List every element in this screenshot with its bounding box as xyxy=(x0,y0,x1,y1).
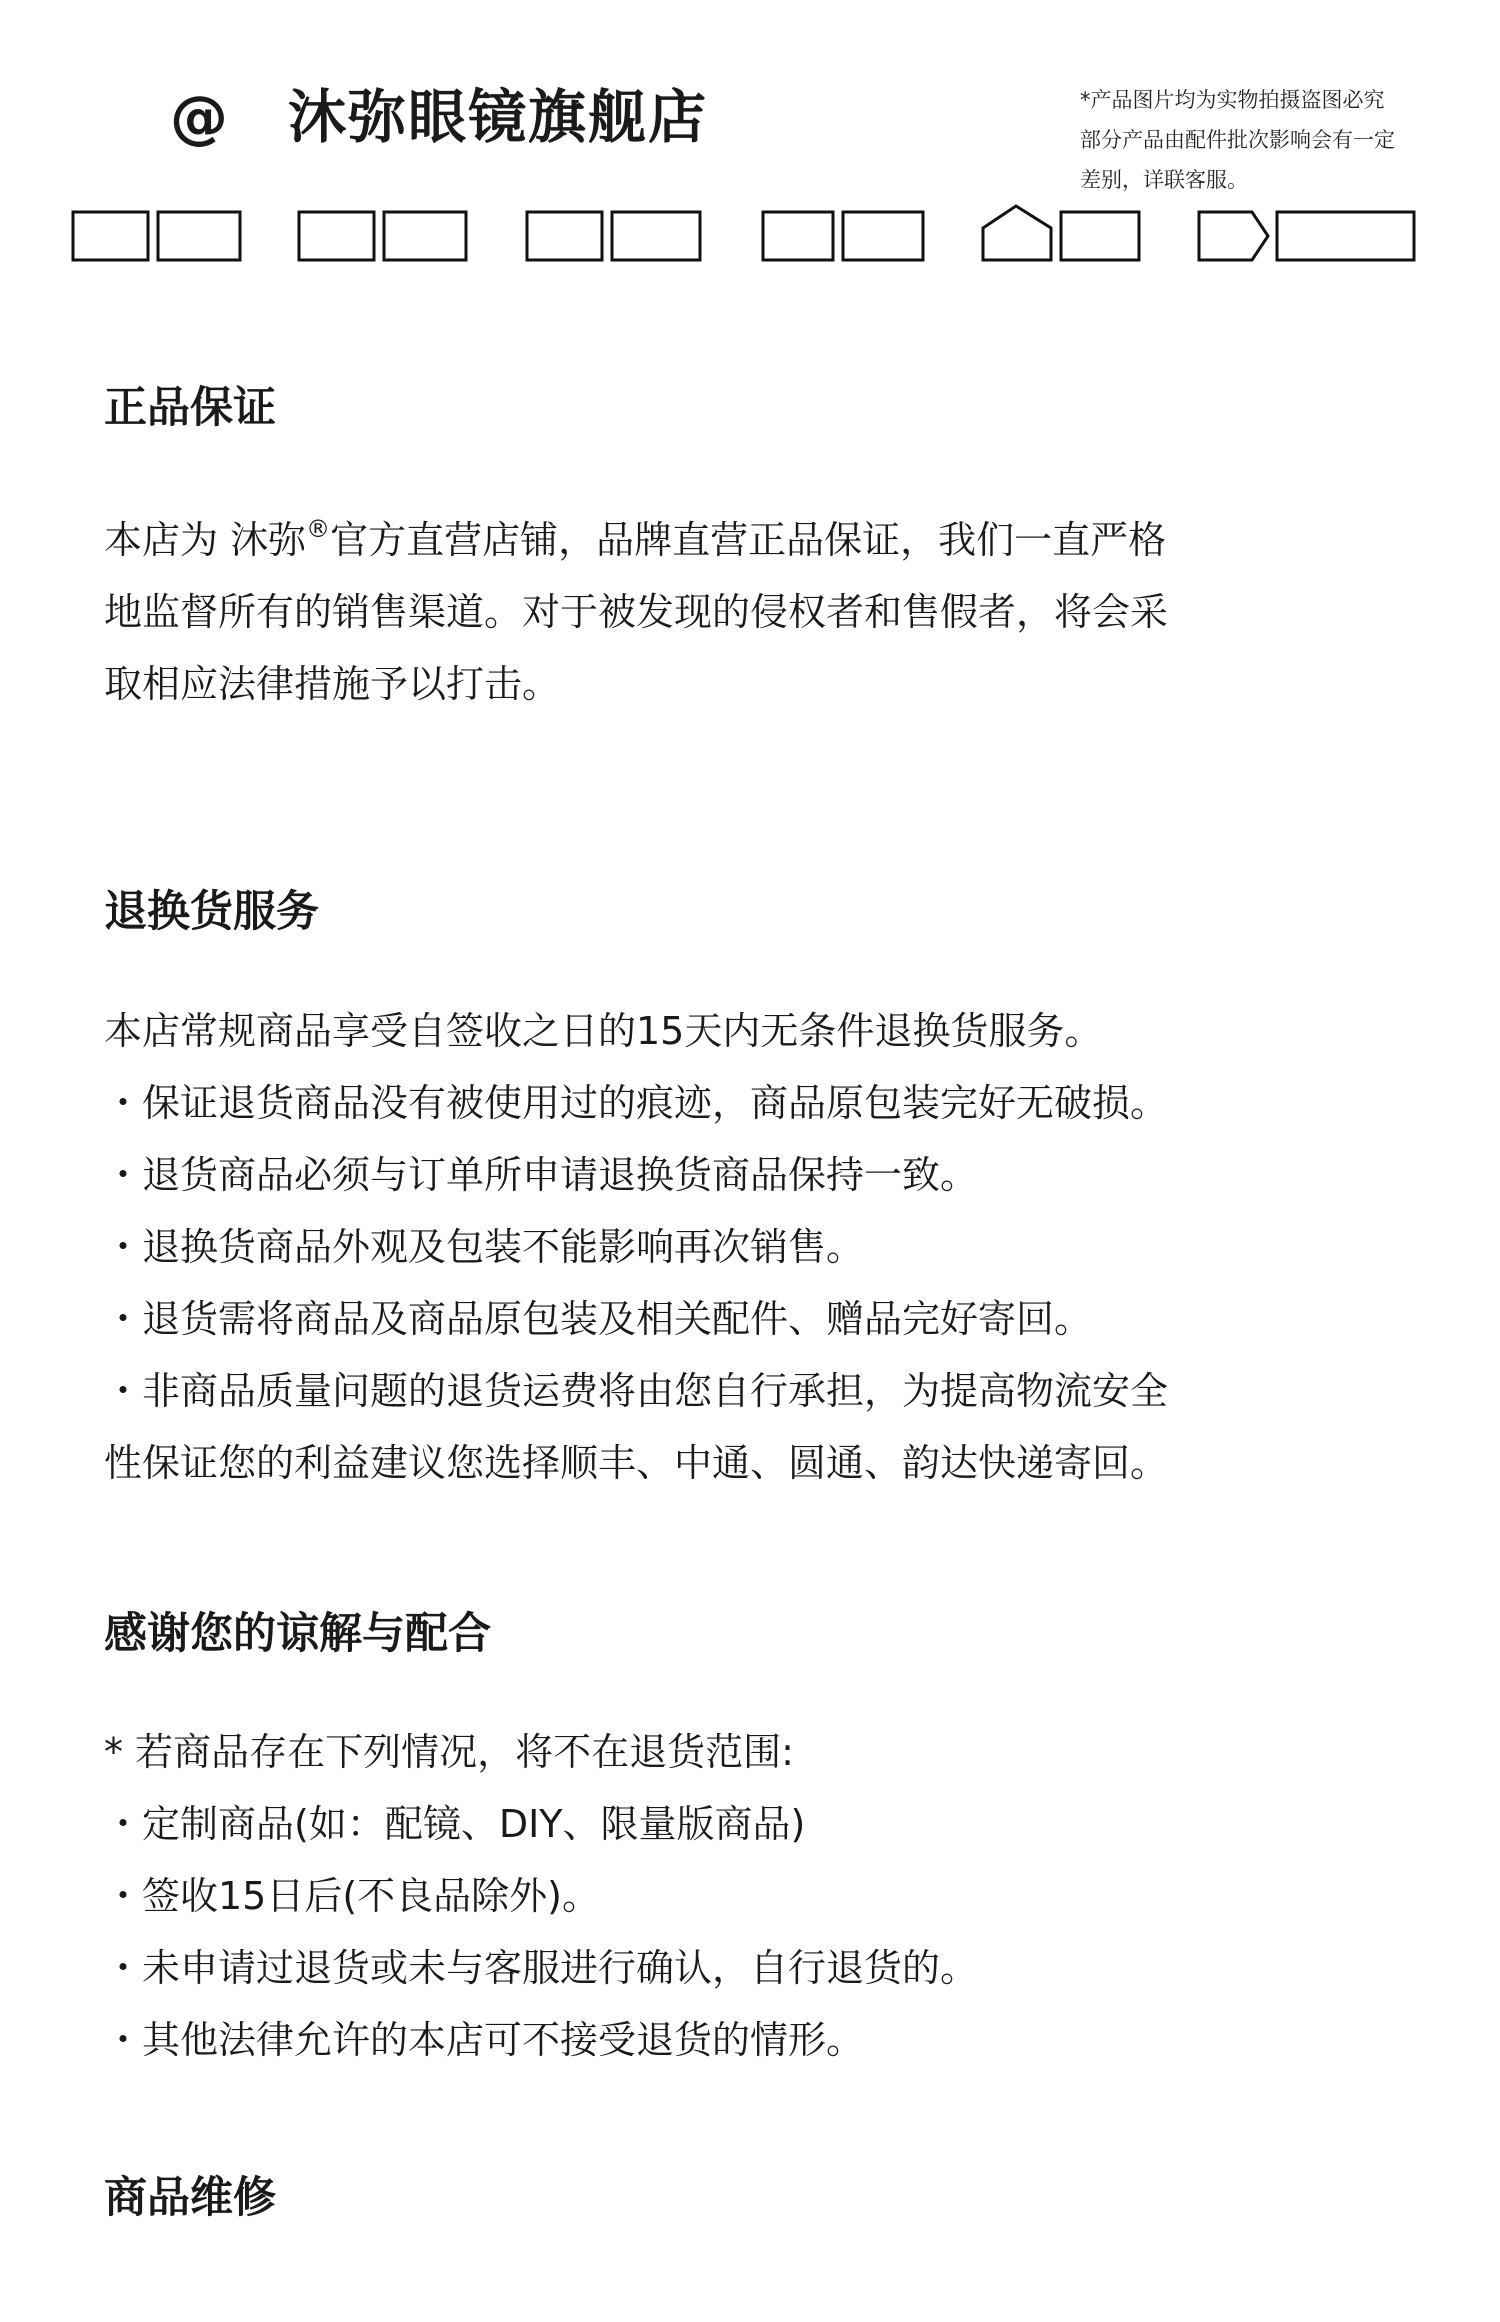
paragraph-line: 取相应法律措施予以打击。 xyxy=(104,662,561,706)
store-header xyxy=(170,70,708,154)
disclaimer-line: *产品图片均为实物拍摄盗图必究 xyxy=(1080,88,1385,112)
list-item: ・退货商品必须与订单所申请退换货商品保持一致。 xyxy=(104,1153,979,1197)
section-title-thanks: 感谢您的谅解与配合 xyxy=(104,1609,491,1659)
paragraph-line: * 若商品存在下列情况，将不在退货范围: xyxy=(104,1730,794,1774)
list-item: ・退换货商品外观及包装不能影响再次销售。 xyxy=(104,1225,865,1269)
list-item: ・签收15日后(不良品除外)。 xyxy=(104,1874,601,1918)
paragraph-line: 本店常规商品享受自签收之日的15天内无条件退换货服务。 xyxy=(104,1009,1103,1053)
store-name: 沐弥眼镜旗舰店 xyxy=(288,83,709,151)
paragraph-line: 地监督所有的销售渠道。对于被发现的侵权者和售假者，将会采 xyxy=(104,590,1169,634)
list-item: ・未申请过退货或未与客服进行确认，自行退货的。 xyxy=(104,1946,979,1990)
decorative-shape-row xyxy=(0,200,1500,270)
list-item: ・非商品质量问题的退货运费将由您自行承担，为提高物流安全 xyxy=(104,1369,1169,1413)
list-item: ・退货需将商品及商品原包装及相关配件、赠品完好寄回。 xyxy=(104,1297,1093,1341)
list-item: ・定制商品(如：配镜、DIY、限量版商品) xyxy=(104,1802,806,1846)
line-suffix: 官方直营店铺，品牌直营正品保证，我们一直严格 xyxy=(330,518,1167,562)
paragraph-line xyxy=(104,493,1404,576)
registered-mark: ® xyxy=(306,515,331,543)
returns-paragraph xyxy=(104,995,1404,1499)
paragraph-line: 性保证您的利益建议您选择顺丰、中通、圆通、韵达快递寄回。 xyxy=(104,1441,1169,1485)
section-title-returns: 退换货服务 xyxy=(104,887,319,937)
disclaimer-line: 部分产品由配件批次影响会有一定 xyxy=(1080,128,1395,152)
list-item: ・其他法律允许的本店可不接受退货的情形。 xyxy=(104,2018,865,2062)
section-title-repair: 商品维修 xyxy=(104,2173,276,2223)
section-title-authentic: 正品保证 xyxy=(104,383,276,433)
at-symbol: @ xyxy=(170,83,230,151)
list-item: ・保证退货商品没有被使用过的痕迹，商品原包装完好无破损。 xyxy=(104,1081,1169,1125)
authentic-paragraph xyxy=(104,493,1404,720)
exclusions-paragraph xyxy=(104,1716,1404,2076)
disclaimer-line: 差别，详联客服。 xyxy=(1080,168,1248,192)
line-prefix: 本店为 沐弥 xyxy=(104,518,307,562)
image-disclaimer xyxy=(1080,80,1450,200)
outline-shapes-graphic xyxy=(0,200,1500,270)
